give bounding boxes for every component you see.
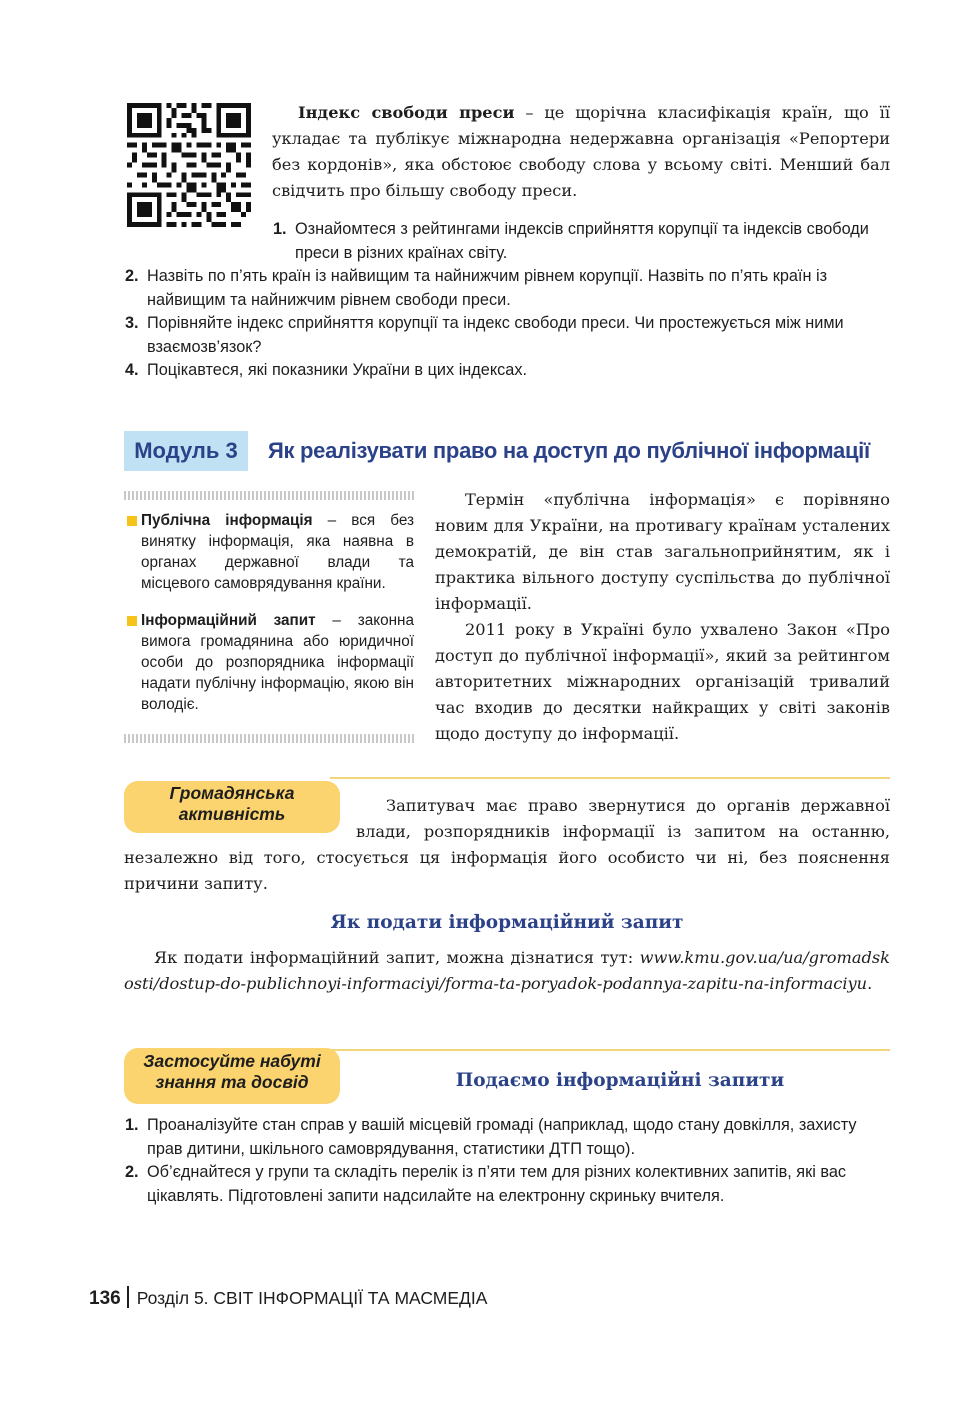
glossary-definition: – вся без винятку інформація, яка наявна в органах державної влади та місцевого самоврядування країни. (141, 512, 415, 592)
footer-divider (127, 1286, 129, 1308)
paragraph: 2011 року в Україні було ухвалено Закон «Про доступ до публічної інформації», який за рейтингом авторитетних міжнародних організацій тривалий час входив до десятки найкращих у світі законів щодо доступу до інформації. (435, 620, 890, 743)
list-item-text: Поцікавтеся, які показники України в цих індексах. (147, 361, 528, 379)
tasks-list-1 (125, 218, 891, 383)
list-item-text: Проаналізуйте стан справ у вашій місцевій громаді (наприклад, щодо стану довкілля, захисту прав дитини, шкільного самоврядування, статистики ДТП тощо). (147, 1116, 857, 1158)
section-divider (330, 1049, 890, 1051)
howto-link[interactable]: www.kmu.gov.ua/ua/gromadskosti/dostup-do-publichnoyi-informaciyi/forma-ta-poryadok-podannya-zapitu-na-informaciyu (124, 948, 890, 993)
list-item (125, 265, 891, 312)
module-title: Як реалізувати право на доступ до публічної інформації (268, 438, 870, 463)
apply-knowledge-tag (124, 1048, 340, 1104)
list-item-number: 2. (125, 267, 139, 285)
tag-line: Громадянська (169, 783, 295, 803)
intro-text: – це щорічна класифікація країн, що її укладає та публікує міжнародна недержавна організація «Репортери без кордонів», яка обстоює свободу слова у всьому світі. Менший бал свідчить про більшу свободу преси. (272, 103, 890, 200)
list-item-text: Порівняйте індекс сприйняття корупції та індекс свободи преси. Чи простежується між ними взаємозв’язок? (147, 314, 844, 356)
civic-activity-tag (124, 781, 340, 833)
list-item (125, 1161, 891, 1208)
page-footer (89, 1286, 487, 1310)
bullet-square-icon (127, 616, 137, 626)
glossary-divider-bottom (124, 734, 414, 743)
list-item-text: Об’єднайтеся у групи та складіть перелік із п’яти тем для різних колективних запитів, які вас цікавлять. Підготовлені запити надсилайте на електронну скриньку вчителя. (147, 1163, 847, 1205)
section-title: Розділ 5. СВІТ ІНФОРМАЦІЇ ТА МАСМЕДІА (136, 1288, 488, 1308)
list-item (273, 218, 891, 265)
qr-code-icon[interactable] (127, 103, 251, 227)
glossary-entry (124, 510, 414, 594)
howto-heading: Як подати інформаційний запит (330, 912, 684, 933)
module-badge (124, 431, 248, 471)
list-item-text: Назвіть по п’ять країн із найвищим та найнижчим рівнем корупції. Назвіть по п’ять країн із найвищим та найнижчим рівнем свободи преси. (147, 267, 828, 309)
intro-paragraph (272, 100, 890, 204)
list-item-number: 1. (125, 1116, 139, 1134)
list-item-text: Ознайомтеся з рейтингами індексів сприйняття корупції та індексів свободи преси в різних країнах світу. (295, 220, 869, 262)
howto-paragraph (124, 945, 890, 997)
howto-text: Як подати інформаційний запит, можна дізнатися тут: (154, 948, 640, 967)
apply-heading: Подаємо інформаційні запити (455, 1070, 785, 1091)
paragraph: Термін «публічна інформація» є порівняно новим для України, на противагу країнам усталених демократій, де він став загальноприйнятим, як і практика вільного доступу суспільства до публічної інформації. (435, 490, 890, 613)
glossary-entry (124, 610, 414, 715)
list-item (125, 312, 891, 359)
bullet-square-icon (127, 516, 137, 526)
tag-line: Застосуйте набуті (143, 1051, 321, 1071)
main-text (435, 487, 890, 747)
glossary-divider-top (124, 491, 414, 500)
page-number: 136 (89, 1288, 121, 1309)
list-item (125, 359, 891, 383)
tag-line: активність (178, 804, 286, 824)
intro-lead-term: Індекс свободи преси (298, 103, 515, 122)
glossary-definition: – законна вимога громадянина або юридичної особи до розпорядника інформації надати публічну інформацію, якою він володіє. (141, 612, 414, 713)
list-item-number: 3. (125, 314, 139, 332)
civic-text: Запитувач має право звернутися до органів державної влади, розпорядників інформації із запитом на останню, незалежно від того, стосується ця інформація його особисто чи ні, без пояснення причини запиту. (124, 796, 890, 893)
howto-end: . (867, 974, 873, 993)
tag-line: знання та досвід (155, 1072, 309, 1092)
list-item-number: 1. (273, 220, 287, 238)
glossary-term: Публічна інформація (141, 512, 313, 529)
list-item (125, 1114, 891, 1161)
list-item-number: 4. (125, 361, 139, 379)
section-divider (330, 777, 890, 779)
list-item-number: 2. (125, 1163, 139, 1181)
tasks-list-2 (125, 1114, 891, 1208)
glossary-term: Інформаційний запит (141, 612, 316, 629)
module-label: Модуль 3 (134, 438, 238, 463)
